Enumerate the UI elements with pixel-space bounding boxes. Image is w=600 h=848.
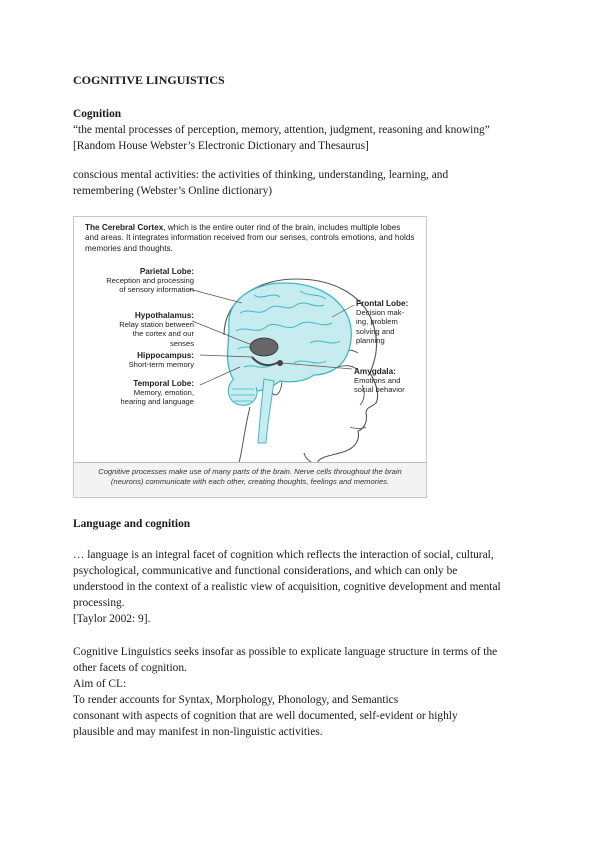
temporal-lobe-label: Temporal Lobe: Memory, emotion, hearing and language xyxy=(120,379,194,407)
amygdala-label: Amygdala: Emotions and social behavior xyxy=(354,367,405,395)
cognition-definition-1-source: [Random House Webster’s Electronic Dictionary and Thesaurus] xyxy=(73,140,369,152)
figure-caption-box xyxy=(74,462,426,497)
hypothalamus-region xyxy=(250,338,278,356)
figure-intro: The Cerebral Cortex, which is the entire outer rind of the brain, includes multiple lobes and areas. It integrates information received from our senses, controls emotions, and holds memories and thoughts. xyxy=(85,223,415,253)
quote-source: [Taylor 2002: 9]. xyxy=(73,613,151,625)
neck-outline xyxy=(238,407,324,467)
quote-line-2: psychological, communicative and functional considerations, and which can only be xyxy=(73,565,458,577)
brain-illustration xyxy=(74,217,426,497)
cognition-definition-2-line2: remembering (Webster’s Online dictionary) xyxy=(73,185,273,197)
aim-line-1: To render accounts for Syntax, Morphology, Phonology, and Semantics xyxy=(73,694,399,706)
quote-line-1: … language is an integral facet of cognition which reflects the interaction of social, cultural, xyxy=(73,549,494,561)
language-heading: Language and cognition xyxy=(73,518,191,530)
cerebral-cortex xyxy=(228,283,352,391)
cl-description-line-1: Cognitive Linguistics seeks insofar as possible to explicate language structure in terms of the xyxy=(73,646,498,658)
cl-description-line-2: other facets of cognition. xyxy=(73,662,187,674)
document-title: COGNITIVE LINGUISTICS xyxy=(73,73,225,87)
brain-figure xyxy=(73,216,427,498)
quote-line-3: understood in the context of a realistic view of acquisition, cognitive development and mental xyxy=(73,581,501,593)
hippocampus-label: Hippocampus: Short-term memory xyxy=(128,351,194,370)
frontal-lobe-label: Frontal Lobe: Decision mak- ing, problem solving and planning xyxy=(356,299,409,345)
cognition-heading: Cognition xyxy=(73,108,122,120)
aim-line-3: plausible and may manifest in non-linguistic activities. xyxy=(73,726,323,738)
quote-line-4: processing. xyxy=(73,597,125,609)
cognition-definition-2-line1: conscious mental activities: the activities of thinking, understanding, learning, and xyxy=(73,169,449,181)
hypothalamus-label: Hypothalamus: Relay station between the cortex and our senses xyxy=(119,311,194,348)
parietal-leader xyxy=(189,289,242,303)
parietal-lobe-label: Parietal Lobe: Reception and processing of sensory information xyxy=(106,267,194,295)
figure-caption: Cognitive processes make use of many parts of the brain. Nerve cells throughout the brain (neurons) communicate with each other, creating thoughts, feelings and memories. xyxy=(98,467,402,486)
cognition-definition-1: “the mental processes of perception, memory, attention, judgment, reasoning and knowing” xyxy=(73,124,490,136)
aim-line-2: consonant with aspects of cognition that are well documented, self-evident or highly xyxy=(73,710,458,722)
aim-label: Aim of CL: xyxy=(73,678,127,690)
